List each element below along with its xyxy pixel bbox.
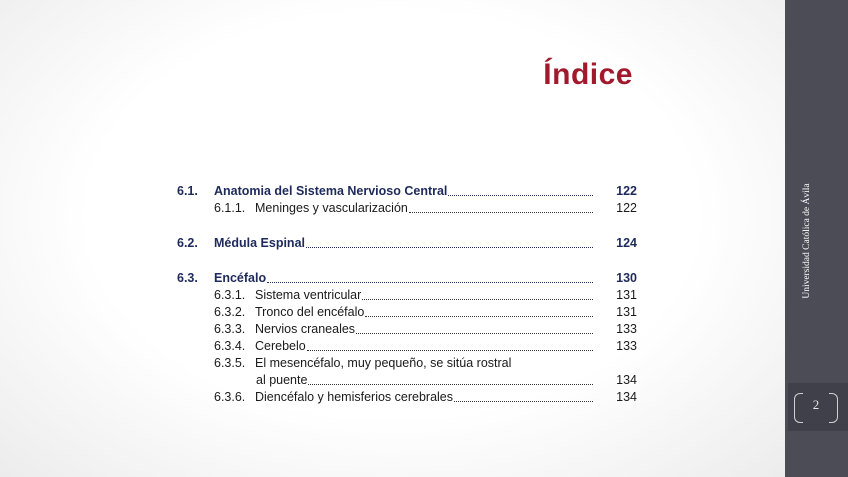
toc-number: 6.2. bbox=[177, 236, 198, 250]
toc-page: 133 bbox=[616, 339, 637, 353]
toc-leader bbox=[362, 298, 593, 300]
toc-label: Cerebelo bbox=[255, 339, 306, 353]
toc-leader bbox=[307, 349, 593, 351]
toc-label: Diencéfalo y hemisferios cerebrales bbox=[255, 390, 454, 404]
table-of-contents bbox=[177, 183, 637, 406]
toc-number: 6.3.3. bbox=[214, 322, 246, 336]
toc-row-continuation bbox=[177, 372, 637, 389]
toc-number: 6.3. bbox=[177, 271, 198, 285]
toc-row bbox=[177, 389, 637, 406]
toc-page: 122 bbox=[616, 184, 637, 198]
toc-leader bbox=[306, 246, 593, 248]
toc-leader bbox=[365, 315, 593, 317]
toc-number: 6.3.4. bbox=[214, 339, 246, 353]
toc-row bbox=[177, 355, 637, 372]
toc-number: 6.3.5. bbox=[214, 356, 246, 370]
toc-row bbox=[177, 287, 637, 304]
toc-label: Médula Espinal bbox=[214, 236, 305, 250]
toc-number: 6.3.1. bbox=[214, 288, 246, 302]
toc-leader bbox=[448, 194, 593, 196]
toc-page: 130 bbox=[616, 271, 637, 285]
toc-page: 134 bbox=[616, 390, 637, 404]
toc-page: 133 bbox=[616, 322, 637, 336]
toc-row bbox=[177, 338, 637, 355]
toc-number: 6.1. bbox=[177, 184, 198, 198]
toc-leader bbox=[356, 332, 593, 334]
toc-label: Nervios craneales bbox=[255, 322, 356, 336]
toc-page: 124 bbox=[616, 236, 637, 250]
toc-number: 6.3.2. bbox=[214, 305, 246, 319]
toc-row bbox=[177, 235, 637, 252]
toc-leader bbox=[308, 383, 593, 385]
toc-row bbox=[177, 183, 637, 200]
toc-page: 134 bbox=[616, 373, 637, 387]
toc-label-continuation: al puente bbox=[256, 373, 308, 387]
toc-row bbox=[177, 304, 637, 321]
toc-number: 6.3.6. bbox=[214, 390, 246, 404]
slide-number-badge bbox=[788, 383, 848, 431]
toc-label: Tronco del encéfalo bbox=[255, 305, 365, 319]
slide-title: Índice bbox=[543, 58, 633, 91]
toc-label: Sistema ventricular bbox=[255, 288, 362, 302]
institution-name: Universidad Católica de Ávila bbox=[802, 183, 812, 299]
toc-label: Meninges y vascularización bbox=[255, 201, 408, 215]
toc-label: El mesencéfalo, muy pequeño, se sitúa rostral bbox=[255, 356, 512, 370]
toc-page: 131 bbox=[616, 288, 637, 302]
toc-page: 131 bbox=[616, 305, 637, 319]
toc-row bbox=[177, 200, 637, 217]
toc-leader bbox=[267, 281, 593, 283]
toc-leader bbox=[454, 400, 593, 402]
toc-label: Encéfalo bbox=[214, 271, 267, 285]
toc-page: 122 bbox=[616, 201, 637, 215]
toc-row bbox=[177, 270, 637, 287]
slide-number: 2 bbox=[812, 397, 820, 412]
toc-number: 6.1.1. bbox=[214, 201, 246, 215]
toc-label: Anatomia del Sistema Nervioso Central bbox=[214, 184, 448, 198]
toc-leader bbox=[409, 211, 593, 213]
toc-row bbox=[177, 321, 637, 338]
